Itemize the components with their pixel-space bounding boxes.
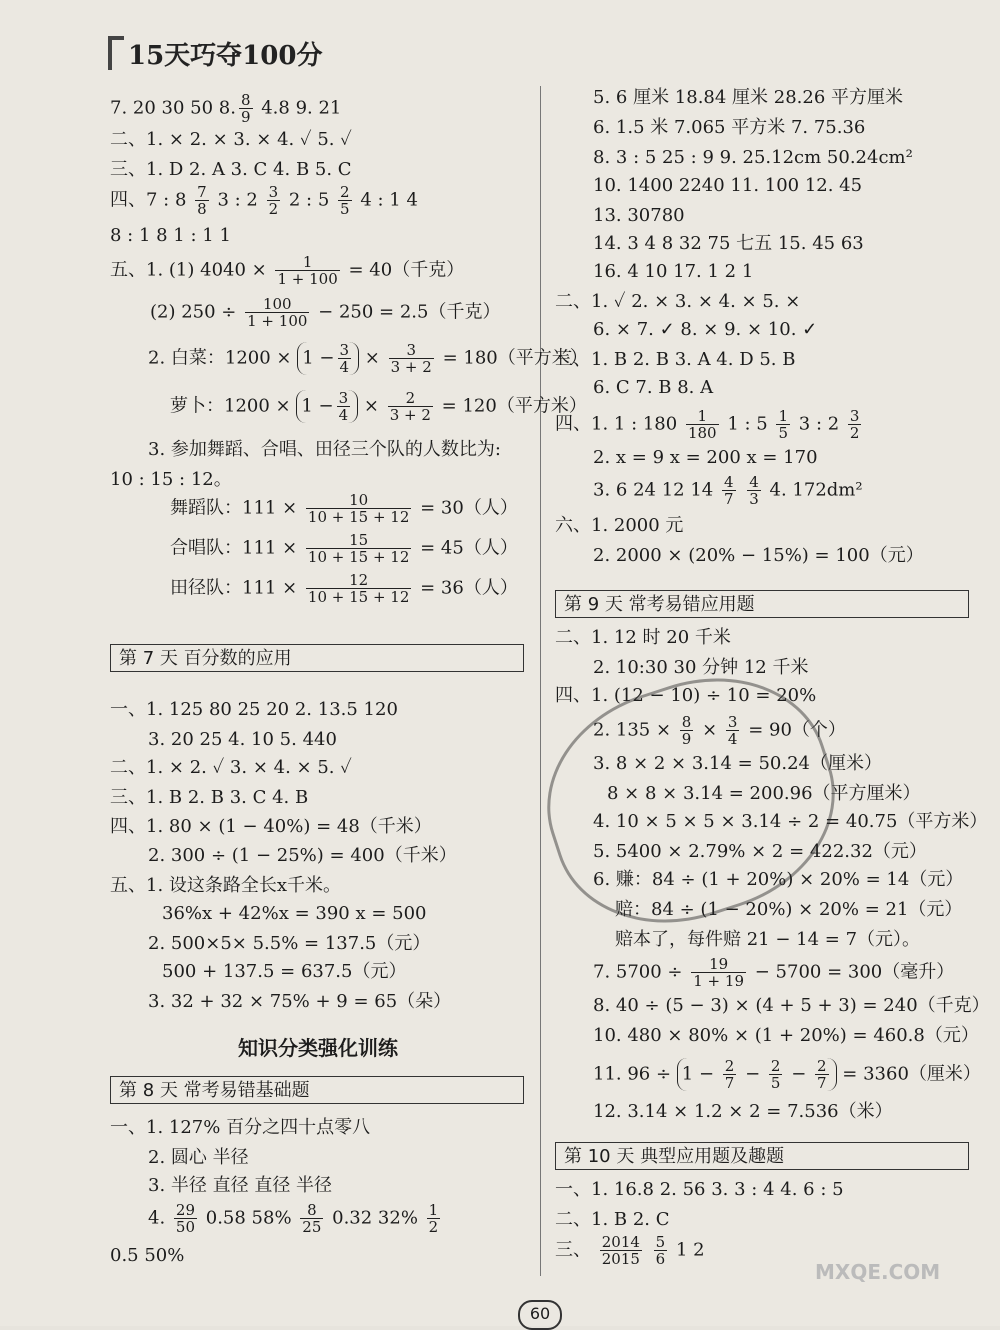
answer-line: 三、1. B 2. B 3. A 4. D 5. B: [555, 349, 796, 370]
answer-line: 12. 3.14 × 1.2 × 2 = 7.536（米）: [593, 1101, 893, 1122]
answer-line: 一、1. 127% 百分之四十点零八: [110, 1117, 371, 1138]
section-box-day8: 第 8 天 常考易错基础题: [110, 1076, 524, 1104]
answer-line: 二、1. 12 时 20 千米: [555, 627, 731, 648]
header-bracket-icon: [108, 36, 124, 70]
answer-line: 二、1. × 2. ✓ 3. × 4. × 5. ✓: [110, 757, 352, 778]
answer-line: (2) 250 ÷ $\frac{100}{1 + 100}$ − 250 = 2.5（千克）: [150, 295, 501, 330]
page-number: 60: [518, 1300, 562, 1330]
answer-line: 田径队：111 × $\frac{12}{10 + 15 + 12}$ = 36（人）: [170, 571, 518, 606]
answer-line: 3. 8 × 2 × 3.14 = 50.24（厘米）: [593, 753, 882, 774]
answer-line: 2. 2000 × (20% − 15%) = 100（元）: [593, 545, 924, 566]
section-box-day7: 第 7 天 百分数的应用: [110, 644, 524, 672]
answer-line: 二、1. B 2. C: [555, 1209, 670, 1230]
answer-line: 赔本了，每件赔 21 − 14 = 7（元）。: [615, 929, 921, 950]
answer-line: 四、1. 1 : 180 $\frac{1}{180}$ 1 : 5 $\frac{1}{5}$ 3 : 2 $\frac{3}{2}$: [555, 407, 860, 442]
section-title: 知识分类强化训练: [238, 1036, 398, 1060]
answer-line: 四、7 : 8 $\frac{7}{8}$ 3 : 2 $\frac{3}{2}$ 2 : 5 $\frac{2}{5}$ 4 : 1 4: [110, 183, 418, 218]
site-watermark: MXQE.COM: [815, 1260, 941, 1284]
answer-line: 8. 40 ÷ (5 − 3) × (4 + 5 + 3) = 240（千克）: [593, 995, 990, 1016]
answer-line: 二、1. × 2. × 3. × 4. ✓ 5. ✓: [110, 129, 352, 150]
answer-line: 3. 6 24 12 14 $\frac{4}{7}$ $\frac{4}{3}$ 4. 172dm²: [593, 473, 863, 508]
column-divider: [540, 86, 541, 1276]
answer-line: 萝卜：1200 × 1 − $\frac{3}{4}$ × $\frac{2}{3 + 2}$ = 120（平方米）: [170, 389, 587, 424]
answer-line: 36%x + 42%x = 390 x = 500: [162, 903, 427, 924]
answer-line: 2. 10:30 30 分钟 12 千米: [593, 657, 809, 678]
answer-line: 8 × 8 × 3.14 = 200.96（平方厘米）: [607, 783, 921, 804]
answer-line: 10. 480 × 80% × (1 + 20%) = 460.8（元）: [593, 1025, 979, 1046]
answer-line: 2. 300 ÷ (1 − 25%) = 400（千米）: [148, 845, 457, 866]
answer-line: 合唱队：111 × $\frac{15}{10 + 15 + 12}$ = 45（人）: [170, 531, 518, 566]
answer-line: 三、1. D 2. A 3. C 4. B 5. C: [110, 159, 352, 180]
answer-line: 舞蹈队：111 × $\frac{10}{10 + 15 + 12}$ = 30（人）: [170, 491, 518, 526]
answer-line: 六、1. 2000 元: [555, 515, 684, 536]
answer-line: 3. 20 25 4. 10 5. 440: [148, 729, 337, 750]
answer-line: 7. 20 30 50 8. $\frac{8}{9}$ 4.8 9. 21: [110, 91, 342, 126]
answer-line: 13. 30780: [593, 205, 685, 226]
answer-line: 11. 96 ÷ 1 − $\frac{2}{7}$ − $\frac{2}{5}$ − $\frac{2}{7}$ = 3360（厘米）: [593, 1057, 981, 1092]
answer-line: 四、1. 80 × (1 − 40%) = 48（千米）: [110, 816, 432, 837]
answer-line: 5. 5400 × 2.79% × 2 = 422.32（元）: [593, 841, 927, 862]
answer-line: 8. 3 : 5 25 : 9 9. 25.12cm 50.24cm²: [593, 147, 913, 168]
answer-line: 0.5 50%: [110, 1245, 185, 1266]
answer-line: 7. 5700 ÷ $\frac{19}{1 + 19}$ − 5700 = 300（毫升）: [593, 955, 955, 990]
book-header: [108, 34, 322, 72]
answer-line: 4. 10 × 5 × 5 × 3.14 ÷ 2 = 40.75（平方米）: [593, 811, 988, 832]
answer-line: 10. 1400 2240 11. 100 12. 45: [593, 175, 863, 196]
answer-line: 6. × 7. ✓ 8. × 9. × 10. ✓: [593, 319, 818, 340]
answer-line: 2. x = 9 x = 200 x = 170: [593, 447, 818, 468]
section-box-day10: 第 10 天 典型应用题及趣题: [555, 1142, 969, 1170]
answer-line: 5. 6 厘米 18.84 厘米 28.26 平方厘米: [593, 87, 904, 108]
answer-line: 16. 4 10 17. 1 2 1: [593, 261, 754, 282]
answer-line: 一、1. 16.8 2. 56 3. 3 : 4 4. 6 : 5: [555, 1179, 844, 1200]
answer-line: 三、 $\frac{2014}{2015}$ $\frac{5}{6}$ 1 2: [555, 1233, 705, 1268]
answer-line: 4. $\frac{29}{50}$ 0.58 58% $\frac{8}{25}$ 0.32 32% $\frac{1}{2}$: [148, 1201, 439, 1236]
answer-line: 2. 500×5× 5.5% = 137.5（元）: [148, 933, 431, 954]
answer-line: 2. 135 × $\frac{8}{9}$ × $\frac{3}{4}$ = 90（个）: [593, 713, 846, 748]
answer-line: 14. 3 4 8 32 75 七五 15. 45 63: [593, 233, 864, 254]
answer-line: 赔：84 ÷ (1 − 20%) × 20% = 21（元）: [615, 899, 963, 920]
section-box-day9: 第 9 天 常考易错应用题: [555, 590, 969, 618]
answer-line: 五、1. (1) 4040 × $\frac{1}{1 + 100}$ = 40（千克）: [110, 253, 465, 288]
answer-line: 四、1. (12 − 10) ÷ 10 = 20%: [555, 685, 817, 706]
answer-line: 3. 半径 直径 直径 半径: [148, 1175, 333, 1196]
answer-line: 500 + 137.5 = 637.5（元）: [162, 961, 407, 982]
book-title: 15天巧夺100分: [128, 40, 323, 71]
answer-line: 2. 白菜：1200 × 1 − $\frac{3}{4}$ × $\frac{3}{3 + 2}$ = 180（平方米）: [148, 341, 588, 376]
answer-line: 二、1. ✓ 2. × 3. × 4. × 5. ×: [555, 291, 801, 312]
answer-line: 3. 32 + 32 × 75% + 9 = 65（朵）: [148, 991, 452, 1012]
answer-line: 8 : 1 8 1 : 1 1: [110, 225, 231, 246]
answer-line: 2. 圆心 半径: [148, 1147, 249, 1168]
answer-line: 三、1. B 2. B 3. C 4. B: [110, 787, 309, 808]
answer-line: 一、1. 125 80 25 20 2. 13.5 120: [110, 699, 398, 720]
answer-line: 10 : 15 : 12。: [110, 469, 232, 490]
answer-line: 6. C 7. B 8. A: [593, 377, 714, 398]
answer-line: 3. 参加舞蹈、合唱、田径三个队的人数比为:: [148, 439, 501, 460]
answer-line: 五、1. 设这条路全长x千米。: [110, 875, 342, 896]
answer-line: 6. 1.5 米 7.065 平方米 7. 75.36: [593, 117, 866, 138]
answer-line: 6. 赚：84 ÷ (1 + 20%) × 20% = 14（元）: [593, 869, 964, 890]
